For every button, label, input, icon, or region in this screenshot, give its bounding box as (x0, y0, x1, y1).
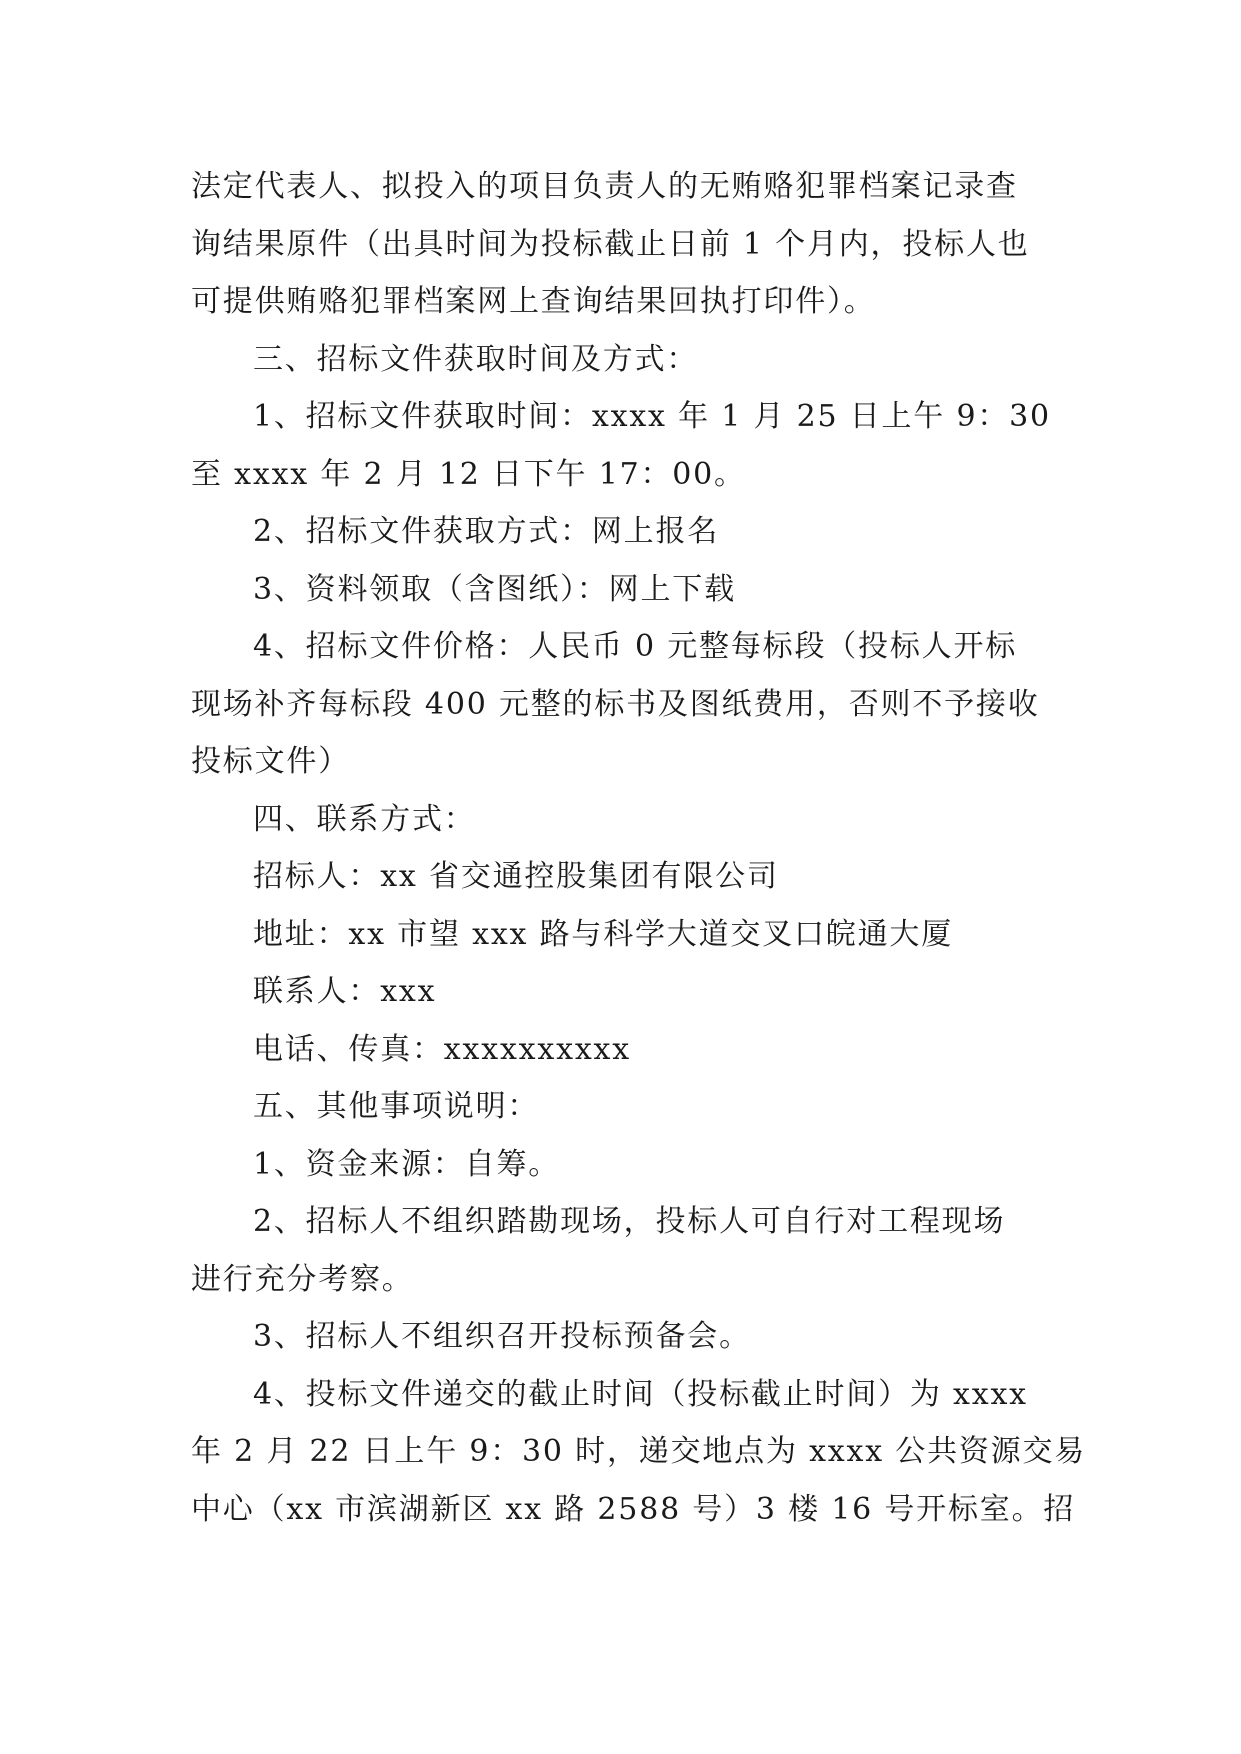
text-line: 1、资金来源：自筹。 (253, 1146, 561, 1182)
text-line: 电话、传真：xxxxxxxxxx (253, 1031, 631, 1067)
text-line: 3、资料领取（含图纸）：网上下载 (253, 571, 736, 607)
document-paragraph (191, 1078, 1051, 1136)
text-line: 中心（xx 市滨湖新区 xx 路 2588 号）3 楼 16 号开标室。招 (191, 1491, 1076, 1527)
document-paragraph (191, 561, 1051, 619)
document-paragraph (191, 1136, 1051, 1194)
text-line: 1、招标文件获取时间：xxxx 年 1 月 25 日上午 9：30 (253, 399, 1051, 434)
document-paragraph (191, 618, 1051, 791)
text-line: 投标文件） (191, 744, 350, 779)
document-paragraph (191, 1366, 1087, 1539)
document-paragraph (191, 1193, 1051, 1308)
text-line: 可提供贿赂犯罪档案网上查询结果回执打印件）。 (191, 284, 876, 319)
document-paragraph (191, 1308, 1051, 1366)
document-paragraph (191, 503, 1051, 561)
text-line: 五、其他事项说明： (253, 1089, 540, 1124)
document-body (191, 158, 1087, 1538)
text-line: 2、招标人不组织踏勘现场，投标人可自行对工程现场 (253, 1204, 1006, 1239)
text-line: 招标人：xx 省交通控股集团有限公司 (253, 859, 779, 894)
document-paragraph (191, 906, 1051, 964)
text-line: 三、招标文件获取时间及方式： (253, 341, 699, 377)
text-line: 3、招标人不组织召开投标预备会。 (253, 1319, 751, 1354)
document-paragraph (191, 331, 1051, 389)
text-line: 联系人：xxx (253, 974, 437, 1009)
text-line: 4、招标文件价格：人民币 0 元整每标段（投标人开标 (253, 629, 1018, 664)
document-paragraph (191, 388, 1051, 503)
document-paragraph (191, 963, 1051, 1021)
text-line: 现场补齐每标段 400 元整的标书及图纸费用，否则不予接收 (191, 686, 1040, 722)
text-line: 2、招标文件获取方式：网上报名 (253, 514, 720, 549)
text-line: 法定代表人、拟投入的项目负责人的无贿赂犯罪档案记录查 (191, 169, 1018, 204)
document-paragraph (191, 791, 1051, 849)
text-line: 地址：xx 市望 xxx 路与科学大道交叉口皖通大厦 (253, 916, 954, 952)
document-paragraph (191, 1021, 1051, 1079)
document-paragraph (191, 158, 1051, 331)
text-line: 进行充分考察。 (191, 1261, 414, 1297)
text-line: 四、联系方式： (253, 801, 476, 837)
text-line: 4、投标文件递交的截止时间（投标截止时间）为 xxxx (253, 1376, 1028, 1412)
text-line: 年 2 月 22 日上午 9：30 时，递交地点为 xxxx 公共资源交易 (191, 1434, 1087, 1469)
document-paragraph (191, 848, 1051, 906)
text-line: 至 xxxx 年 2 月 12 日下午 17：00。 (191, 456, 746, 492)
text-line: 询结果原件（出具时间为投标截止日前 1 个月内，投标人也 (191, 226, 1030, 262)
